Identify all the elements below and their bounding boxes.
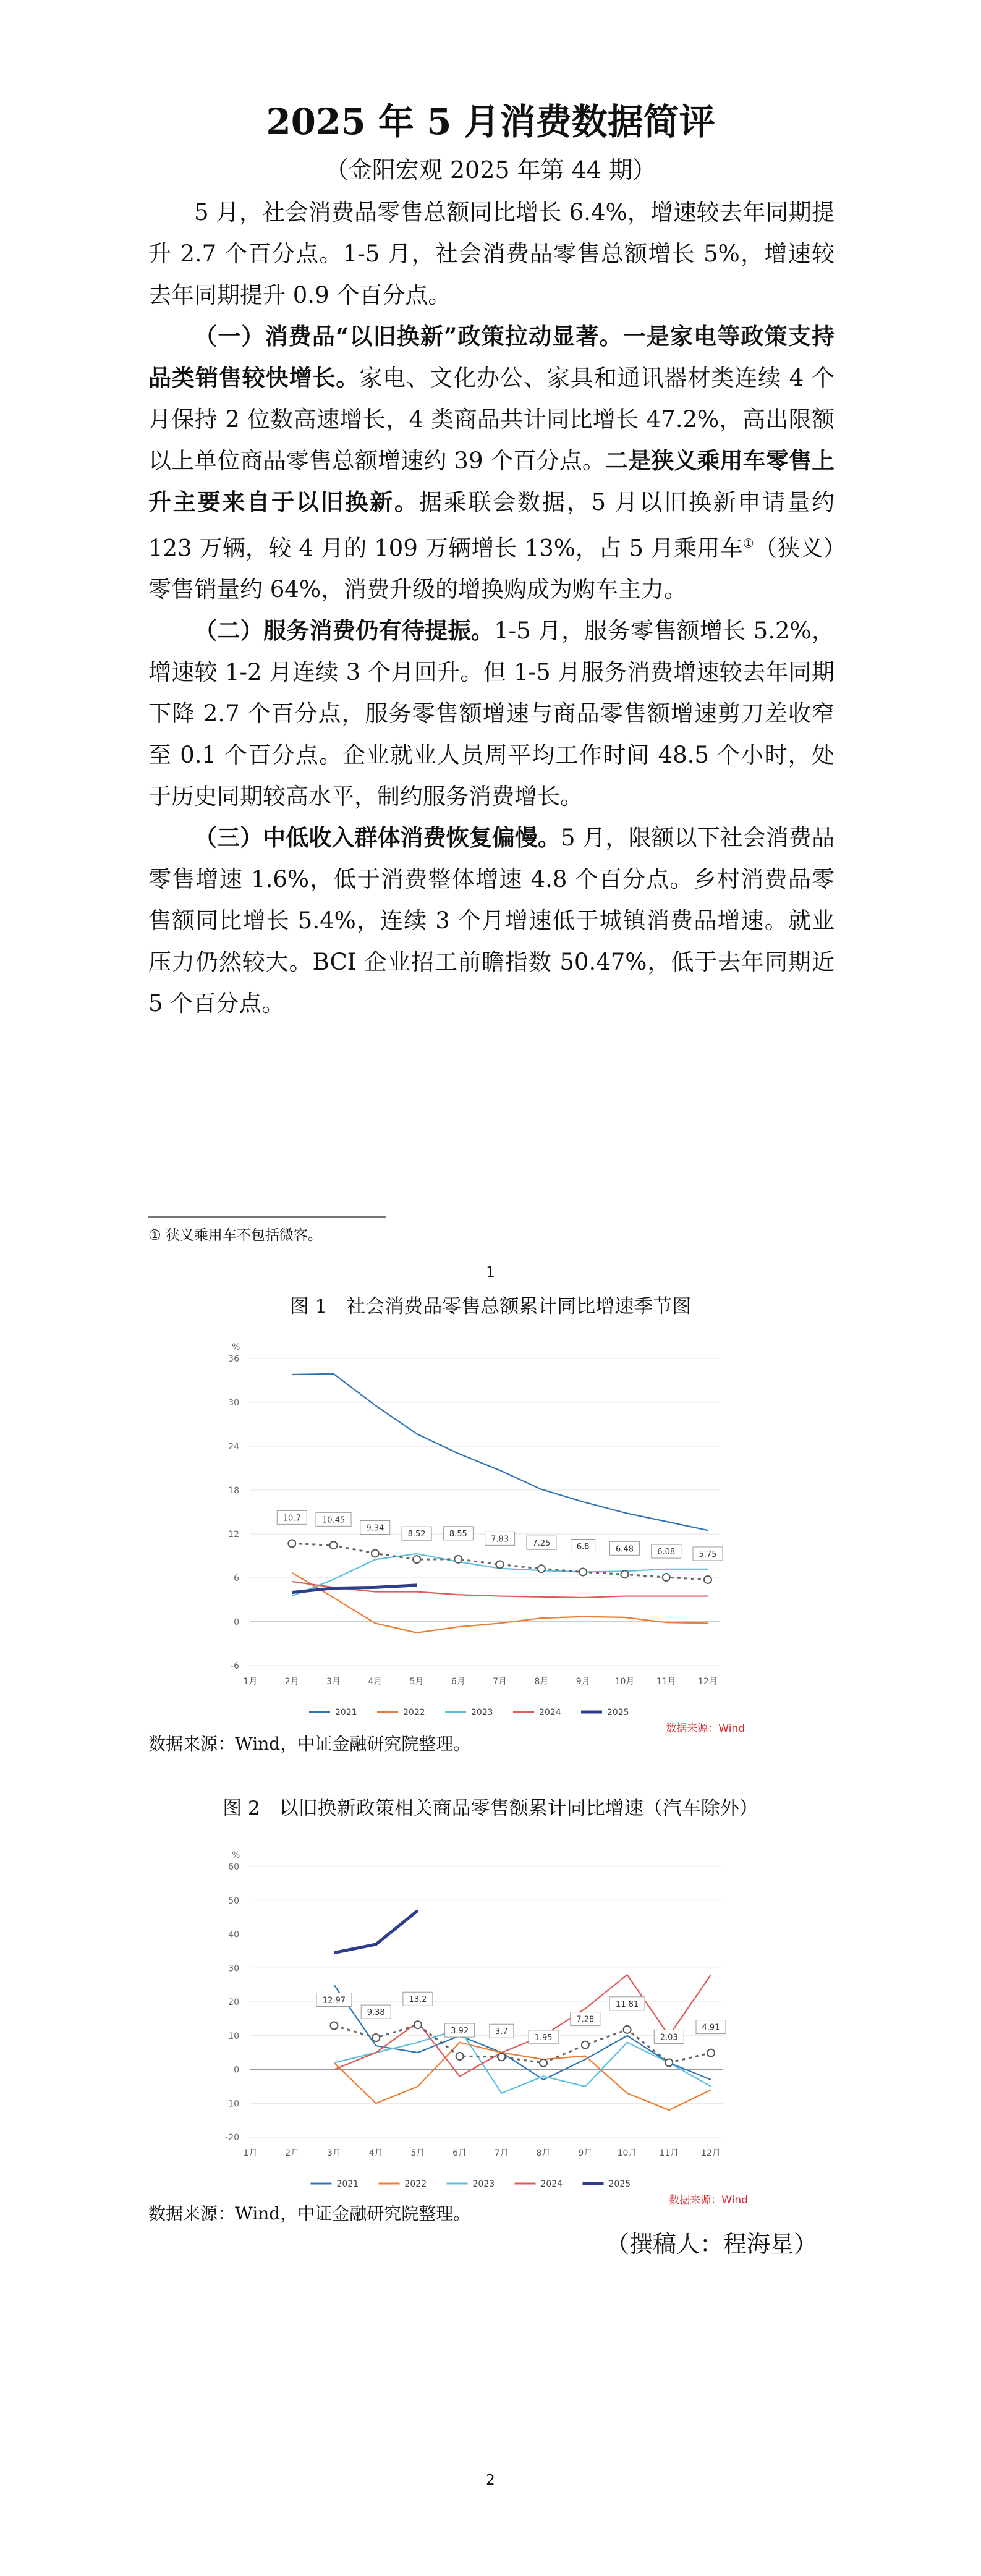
avg-point	[621, 1570, 628, 1578]
x-tick-label: 10月	[617, 2148, 637, 2158]
data-label: 7.83	[491, 1535, 509, 1544]
y-tick-label: 0	[234, 2065, 239, 2075]
y-tick-label: 40	[228, 1930, 239, 1940]
data-label: 6.8	[576, 1542, 590, 1552]
section-1-text-c: （狭义）零售销量约 64%，消费升级的增换购成为购车主力。	[148, 535, 835, 603]
legend-label-2025: 2025	[607, 1708, 629, 1718]
data-label: 8.55	[449, 1529, 467, 1539]
data-label: 13.2	[409, 1995, 427, 2005]
x-tick-label: 9月	[575, 1677, 590, 1687]
article-body	[148, 192, 834, 1024]
data-label: 2.03	[660, 2033, 678, 2043]
x-tick-label: 4月	[368, 1677, 383, 1687]
series-line-2021	[292, 1374, 708, 1530]
legend-label-2025: 2025	[608, 2179, 631, 2189]
avg-point	[496, 1561, 504, 1568]
x-tick-label: 5月	[409, 1677, 424, 1687]
avg-point	[663, 1574, 670, 1581]
avg-point	[330, 1541, 338, 1549]
x-tick-label: 1月	[243, 2148, 258, 2158]
avg-point	[540, 2059, 547, 2067]
page-number-1: 1	[486, 1265, 495, 1281]
x-tick-label: 4月	[368, 2148, 383, 2158]
data-label: 10.45	[321, 1515, 346, 1525]
y-tick-label: 12	[228, 1530, 239, 1540]
chart-source-note: 数据来源：Wind	[666, 1722, 745, 1735]
y-tick-label: 0	[234, 1617, 239, 1627]
avg-point	[330, 2022, 338, 2029]
x-tick-label: 7月	[494, 2148, 509, 2158]
series-line-2024	[292, 1582, 708, 1598]
x-tick-label: 6月	[452, 2148, 467, 2158]
data-label: 7.25	[532, 1539, 551, 1549]
section-3-heading: （三）中低收入群体消费恢复偏慢。	[194, 824, 561, 852]
y-tick-label: 60	[228, 1862, 239, 1872]
figure-2-chart	[0, 1829, 981, 2219]
avg-point	[456, 2053, 464, 2060]
legend-label-2023: 2023	[471, 1708, 493, 1718]
avg-point	[624, 2026, 631, 2033]
series-line-2024	[334, 1975, 711, 2076]
page-title: 2025 年 5 月消费数据简评	[266, 101, 715, 143]
x-tick-label: 11月	[659, 2148, 679, 2158]
avg-point	[538, 1565, 545, 1572]
x-tick-label: 8月	[536, 2148, 551, 2158]
page-number-2: 2	[486, 2472, 495, 2488]
data-label: 1.95	[534, 2033, 553, 2043]
y-axis-unit: %	[232, 1850, 240, 1860]
x-tick-label: 2月	[284, 1677, 299, 1687]
x-tick-label: 7月	[493, 1677, 507, 1687]
x-tick-label: 2月	[285, 2148, 300, 2158]
figure-1-title: 图 1 社会消费品零售总额累计同比增速季节图	[289, 1295, 692, 1318]
data-label: 3.7	[495, 2027, 508, 2037]
section-1-paragraph	[148, 316, 834, 610]
y-tick-label: 24	[228, 1442, 239, 1452]
data-label: 11.81	[615, 1999, 639, 2009]
x-tick-label: 6月	[451, 1677, 465, 1687]
legend-label-2021: 2021	[336, 2179, 359, 2189]
y-tick-label: -10	[225, 2099, 239, 2109]
x-tick-label: 5月	[410, 2148, 425, 2158]
legend-label-2022: 2022	[403, 1708, 425, 1718]
legend-label-2021: 2021	[335, 1708, 357, 1718]
author-credit: （撰稿人：程海星）	[606, 2231, 818, 2258]
legend-label-2024: 2024	[540, 2179, 563, 2189]
legend-label-2022: 2022	[404, 2179, 427, 2189]
data-label: 6.08	[657, 1548, 676, 1557]
section-2-text: 1-5 月，服务零售额增长 5.2%，增速较 1-2 月连续 3 个月回升。但 1-5 月服务消费增速较去年同期下降 2.7 个百分点，服务零售额增速与商品零售额增速剪刀差收窄至 0.1 个百分点。企业就业人员周平均工作时间 48.5 个小时，处于历史同期较高水平，制约服务消费增长。	[148, 617, 835, 810]
x-tick-label: 1月	[243, 1677, 258, 1687]
y-tick-label: 30	[228, 1964, 239, 1974]
footnote-divider	[148, 1216, 386, 1218]
y-tick-label: 30	[228, 1398, 239, 1408]
avg-point	[372, 2034, 380, 2041]
figure-2-title: 图 2 以旧换新政策相关商品零售额累计同比增速（汽车除外）	[223, 1797, 758, 1820]
data-label: 8.52	[407, 1530, 426, 1540]
x-tick-label: 10月	[614, 1677, 635, 1687]
figure-2-source: 数据来源：Wind，中证金融研究院整理。	[148, 2203, 471, 2224]
avg-point	[413, 1556, 420, 1563]
data-label: 7.28	[576, 2015, 595, 2025]
section-1-text-b: 据乘联会数据，5 月以旧换新申请量约 123 万辆，较 4 月的 109 万辆增长 13%，占 5 月乘用车	[148, 489, 834, 562]
section-2-paragraph	[148, 610, 834, 817]
y-tick-label: -6	[231, 1661, 239, 1671]
avg-point	[288, 1540, 295, 1547]
data-label: 12.97	[322, 1996, 346, 2006]
avg-point	[454, 1556, 462, 1563]
data-label: 6.48	[615, 1544, 634, 1554]
legend-label-2024: 2024	[539, 1708, 561, 1718]
section-2-heading: （二）服务消费仍有待提振。	[194, 617, 495, 645]
y-tick-label: 36	[228, 1354, 239, 1364]
avg-point	[582, 2041, 589, 2049]
intro-paragraph: 5 月，社会消费品零售总额同比增长 6.4%，增速较去年同期提升 2.7 个百分点。1-5 月，社会消费品零售总额增长 5%，增速较去年同期提升 0.9 个百分点。	[148, 199, 834, 308]
data-label: 3.92	[451, 2027, 469, 2036]
chart-source-note: 数据来源：Wind	[669, 2194, 748, 2206]
y-axis-unit: %	[232, 1342, 240, 1352]
y-tick-label: 18	[228, 1486, 239, 1496]
section-1-subheading: 二是狭义乘用车零售上升主要来自于以旧换新。	[148, 447, 835, 515]
series-line-2025	[334, 1910, 417, 1952]
y-tick-label: 50	[228, 1896, 239, 1906]
x-tick-label: 8月	[534, 1677, 549, 1687]
x-tick-label: 11月	[656, 1677, 676, 1687]
x-tick-label: 12月	[701, 2148, 721, 2158]
page-subtitle: （金阳宏观 2025 年第 44 期）	[325, 156, 656, 184]
x-tick-label: 9月	[578, 2148, 593, 2158]
data-label: 9.38	[367, 2008, 385, 2018]
footnote-ref[interactable]: ①	[742, 536, 754, 551]
section-3-text: 5 月，限额以下社会消费品零售增速 1.6%，低于消费整体增速 4.8 个百分点。乡村消费品零售额同比增长 5.4%，连续 3 个月增速低于城镇消费品增速。就业压力仍然较大。BCI 企业招工前瞻指数 50.47%，低于去年同期近 5 个百分点。	[148, 824, 834, 1017]
avg-point	[665, 2059, 673, 2066]
data-label: 5.75	[699, 1549, 717, 1559]
series-line-2022	[292, 1573, 708, 1633]
x-tick-label: 3月	[326, 2148, 341, 2158]
x-tick-label: 3月	[326, 1677, 341, 1687]
avg-point	[414, 2021, 422, 2028]
data-label: 4.91	[702, 2023, 720, 2033]
avg-point	[372, 1549, 379, 1557]
footnote: ① 狭义乘用车不包括微客。	[148, 1227, 322, 1244]
avg-point	[704, 1576, 711, 1583]
y-tick-label: 6	[234, 1574, 239, 1583]
y-tick-label: 10	[228, 2031, 239, 2041]
data-label: 10.7	[282, 1514, 301, 1523]
avg-point	[579, 1569, 587, 1576]
x-tick-label: 12月	[698, 1677, 718, 1687]
section-1-heading: （一）消费品“以旧换新”政策拉动显著。一是家电等政策支持品类销售较快增长。	[148, 323, 834, 391]
avg-point	[498, 2053, 505, 2061]
section-1-text-a: 家电、文化办公、家具和通讯器材类连续 4 个月保持 2 位数高速增长，4 类商品共计同比增长 47.2%，高出限额以上单位商品零售总额增速约 39 个百分点。	[148, 365, 834, 474]
legend-label-2023: 2023	[472, 2179, 495, 2189]
data-label: 9.34	[366, 1523, 384, 1533]
figure-1-chart	[0, 1329, 981, 1749]
figure-1-source: 数据来源：Wind，中证金融研究院整理。	[148, 1734, 471, 1754]
avg-point	[707, 2049, 715, 2057]
y-tick-label: 20	[228, 1998, 239, 2007]
y-tick-label: -20	[225, 2133, 239, 2143]
section-3-paragraph	[148, 817, 834, 1024]
